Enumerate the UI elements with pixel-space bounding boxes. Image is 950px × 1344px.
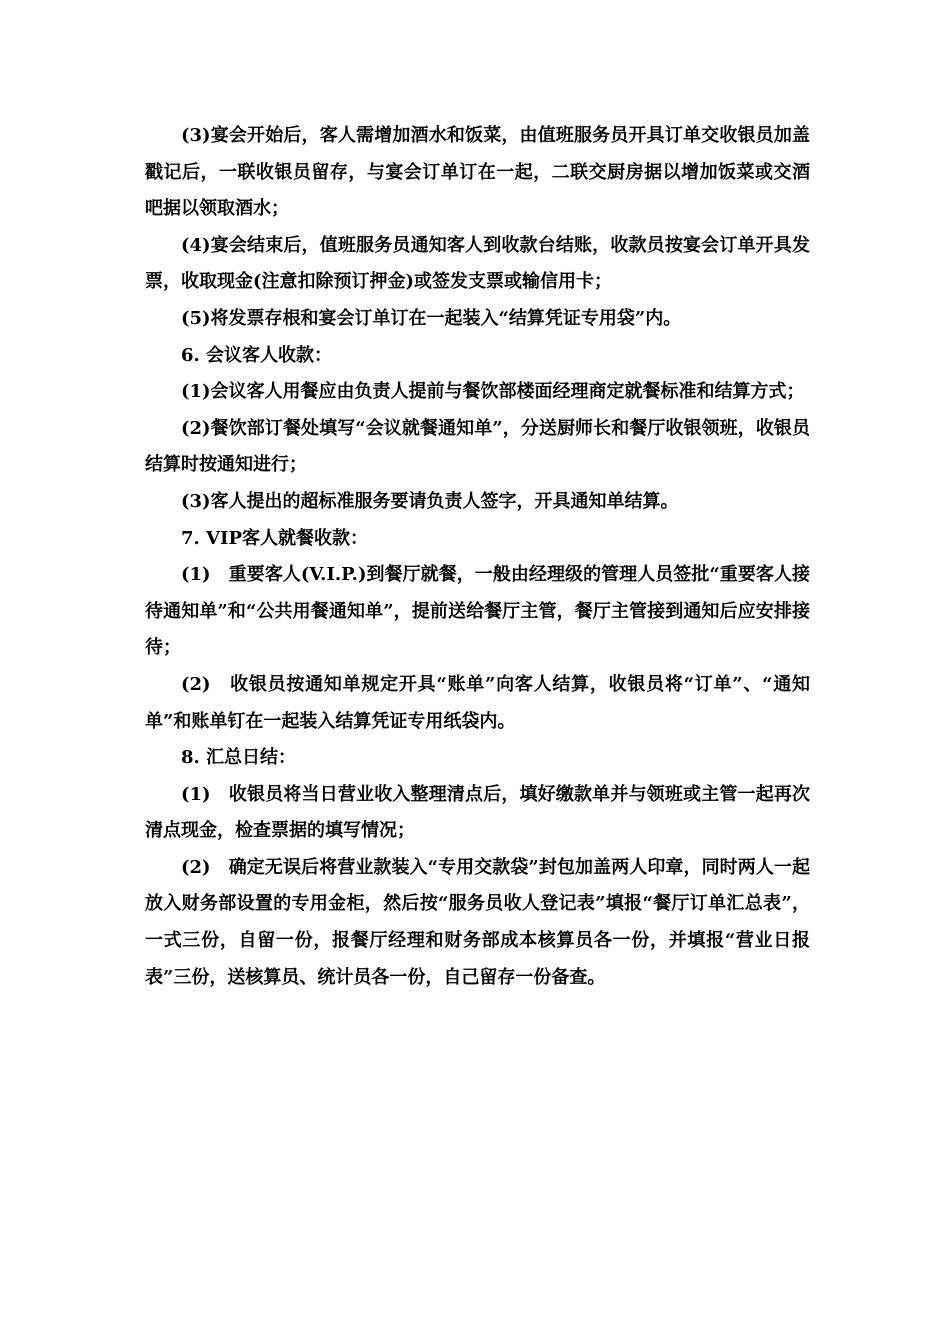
paragraph-meeting-step-3: (3)客人提出的超标准服务要请负责人签字，开具通知单结算。 (181, 490, 679, 512)
paragraph-vip-step-2: (2) 收银员按通知单规定开具“账单”向客人结算，收银员将“订单”、“通知单”和账单钉在一起装入结算凭证专用纸袋内。 (145, 673, 810, 732)
paragraph-banquet-step-5: (5)将发票存根和宴会订单订在一起装入“结算凭证专用袋”内。 (181, 307, 682, 329)
paragraph-banquet-step-4: (4)宴会结束后，值班服务员通知客人到收款台结账，收款员按宴会订单开具发票，收取现金(注意扣除预订押金)或签发支票或输信用卡； (145, 234, 810, 293)
section-heading-meeting-guests: 6. 会议客人收款： (181, 344, 333, 366)
document-body (145, 118, 810, 996)
paragraph-summary-step-2: (2) 确定无误后将营业款装入“专用交款袋”封包加盖两人印章，同时两人一起放入财务部设置的专用金柜，然后按“服务员收人登记表”填报“餐厅订单汇总表”，一式三份，自留一份，报餐厅经理和财务部成本核算员各一份，并填报“营业日报表”三份，送核算员、统计员各一份，自己留存一份备查。 (145, 856, 810, 988)
paragraph-vip-step-1: (1) 重要客人(V.I.P.)到餐厅就餐，一般由经理级的管理人员签批“重要客人接待通知单”和“公共用餐通知单”，提前送给餐厅主管，餐厅主管接到通知后应安排接待； (145, 564, 810, 659)
paragraph-meeting-step-1: (1)会议客人用餐应由负责人提前与餐饮部楼面经理商定就餐标准和结算方式； (181, 381, 805, 403)
section-heading-daily-summary: 8. 汇总日结： (181, 747, 297, 769)
paragraph-meeting-step-2: (2)餐饮部订餐处填写“会议就餐通知单”，分送厨师长和餐厅收银领班，收银员结算时按通知进行； (145, 417, 810, 476)
section-heading-vip-guests: 7. VIP客人就餐收款： (181, 527, 368, 549)
paragraph-summary-step-1: (1) 收银员将当日营业收入整理清点后，填好缴款单并与领班或主管一起再次清点现金，检查票据的填写情况； (145, 783, 810, 842)
paragraph-banquet-step-3: (3)宴会开始后，客人需增加酒水和饭菜，由值班服务员开具订单交收银员加盖戳记后，一联收银员留存，与宴会订单订在一起，二联交厨房据以增加饭菜或交酒吧据以领取酒水； (145, 125, 810, 220)
